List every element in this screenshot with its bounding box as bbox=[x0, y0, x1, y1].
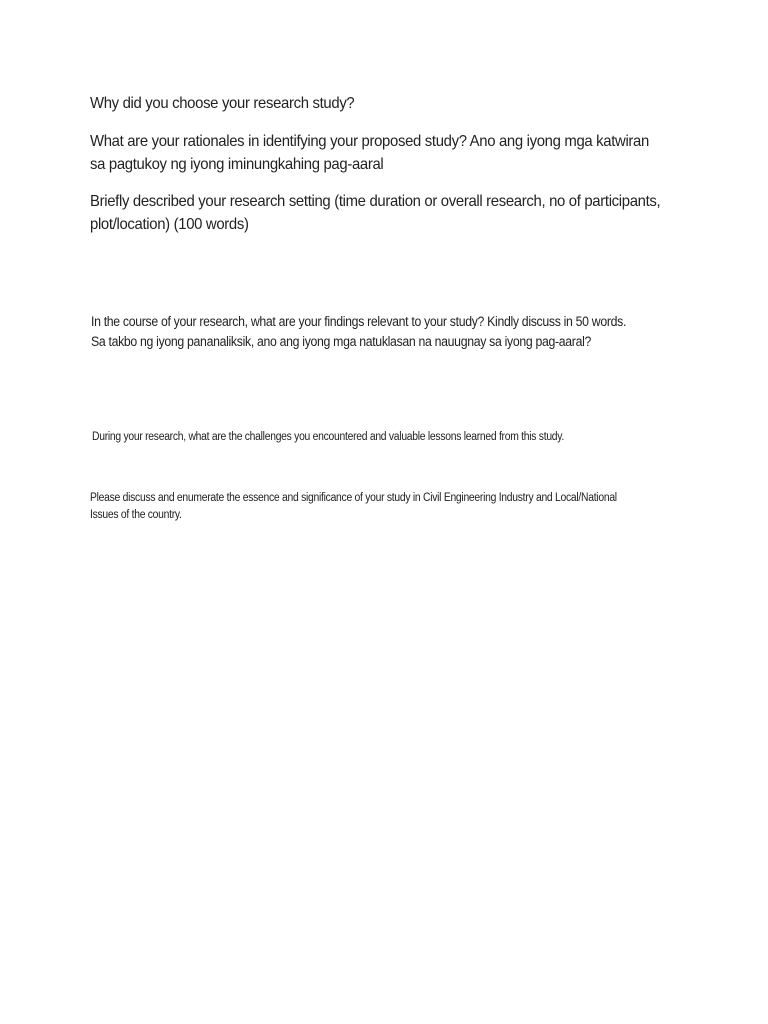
question-significance bbox=[90, 490, 617, 524]
question-research-choice bbox=[90, 93, 354, 116]
question-challenges bbox=[92, 429, 564, 446]
question-line: Issues of the country. bbox=[90, 509, 182, 521]
question-research-setting bbox=[90, 191, 660, 236]
question-findings bbox=[91, 312, 626, 352]
question-line: What are your rationales in identifying your proposed study? Ano ang iyong mga katwiran bbox=[90, 133, 649, 150]
question-line: Briefly described your research setting (time duration or overall research, no of participants, bbox=[90, 193, 661, 210]
question-rationales bbox=[90, 131, 649, 176]
question-line: During your research, what are the challenges you encountered and valuable lessons learned from this study. bbox=[92, 431, 565, 443]
question-line: sa pagtukoy ng iyong iminungkahing pag-aaral bbox=[90, 155, 384, 173]
question-line: In the course of your research, what are your findings relevant to your study? Kindly discuss in 50 words. bbox=[91, 314, 627, 329]
question-line: plot/location) (100 words) bbox=[90, 215, 249, 233]
question-line: Why did you choose your research study? bbox=[90, 95, 355, 112]
question-line: Please discuss and enumerate the essence and significance of your study in Civil Engineering Industry and Local/National bbox=[90, 492, 617, 504]
question-line: Sa takbo ng iyong pananaliksik, ano ang iyong mga natuklasan na nauugnay sa iyong pag-aaral? bbox=[91, 334, 592, 349]
